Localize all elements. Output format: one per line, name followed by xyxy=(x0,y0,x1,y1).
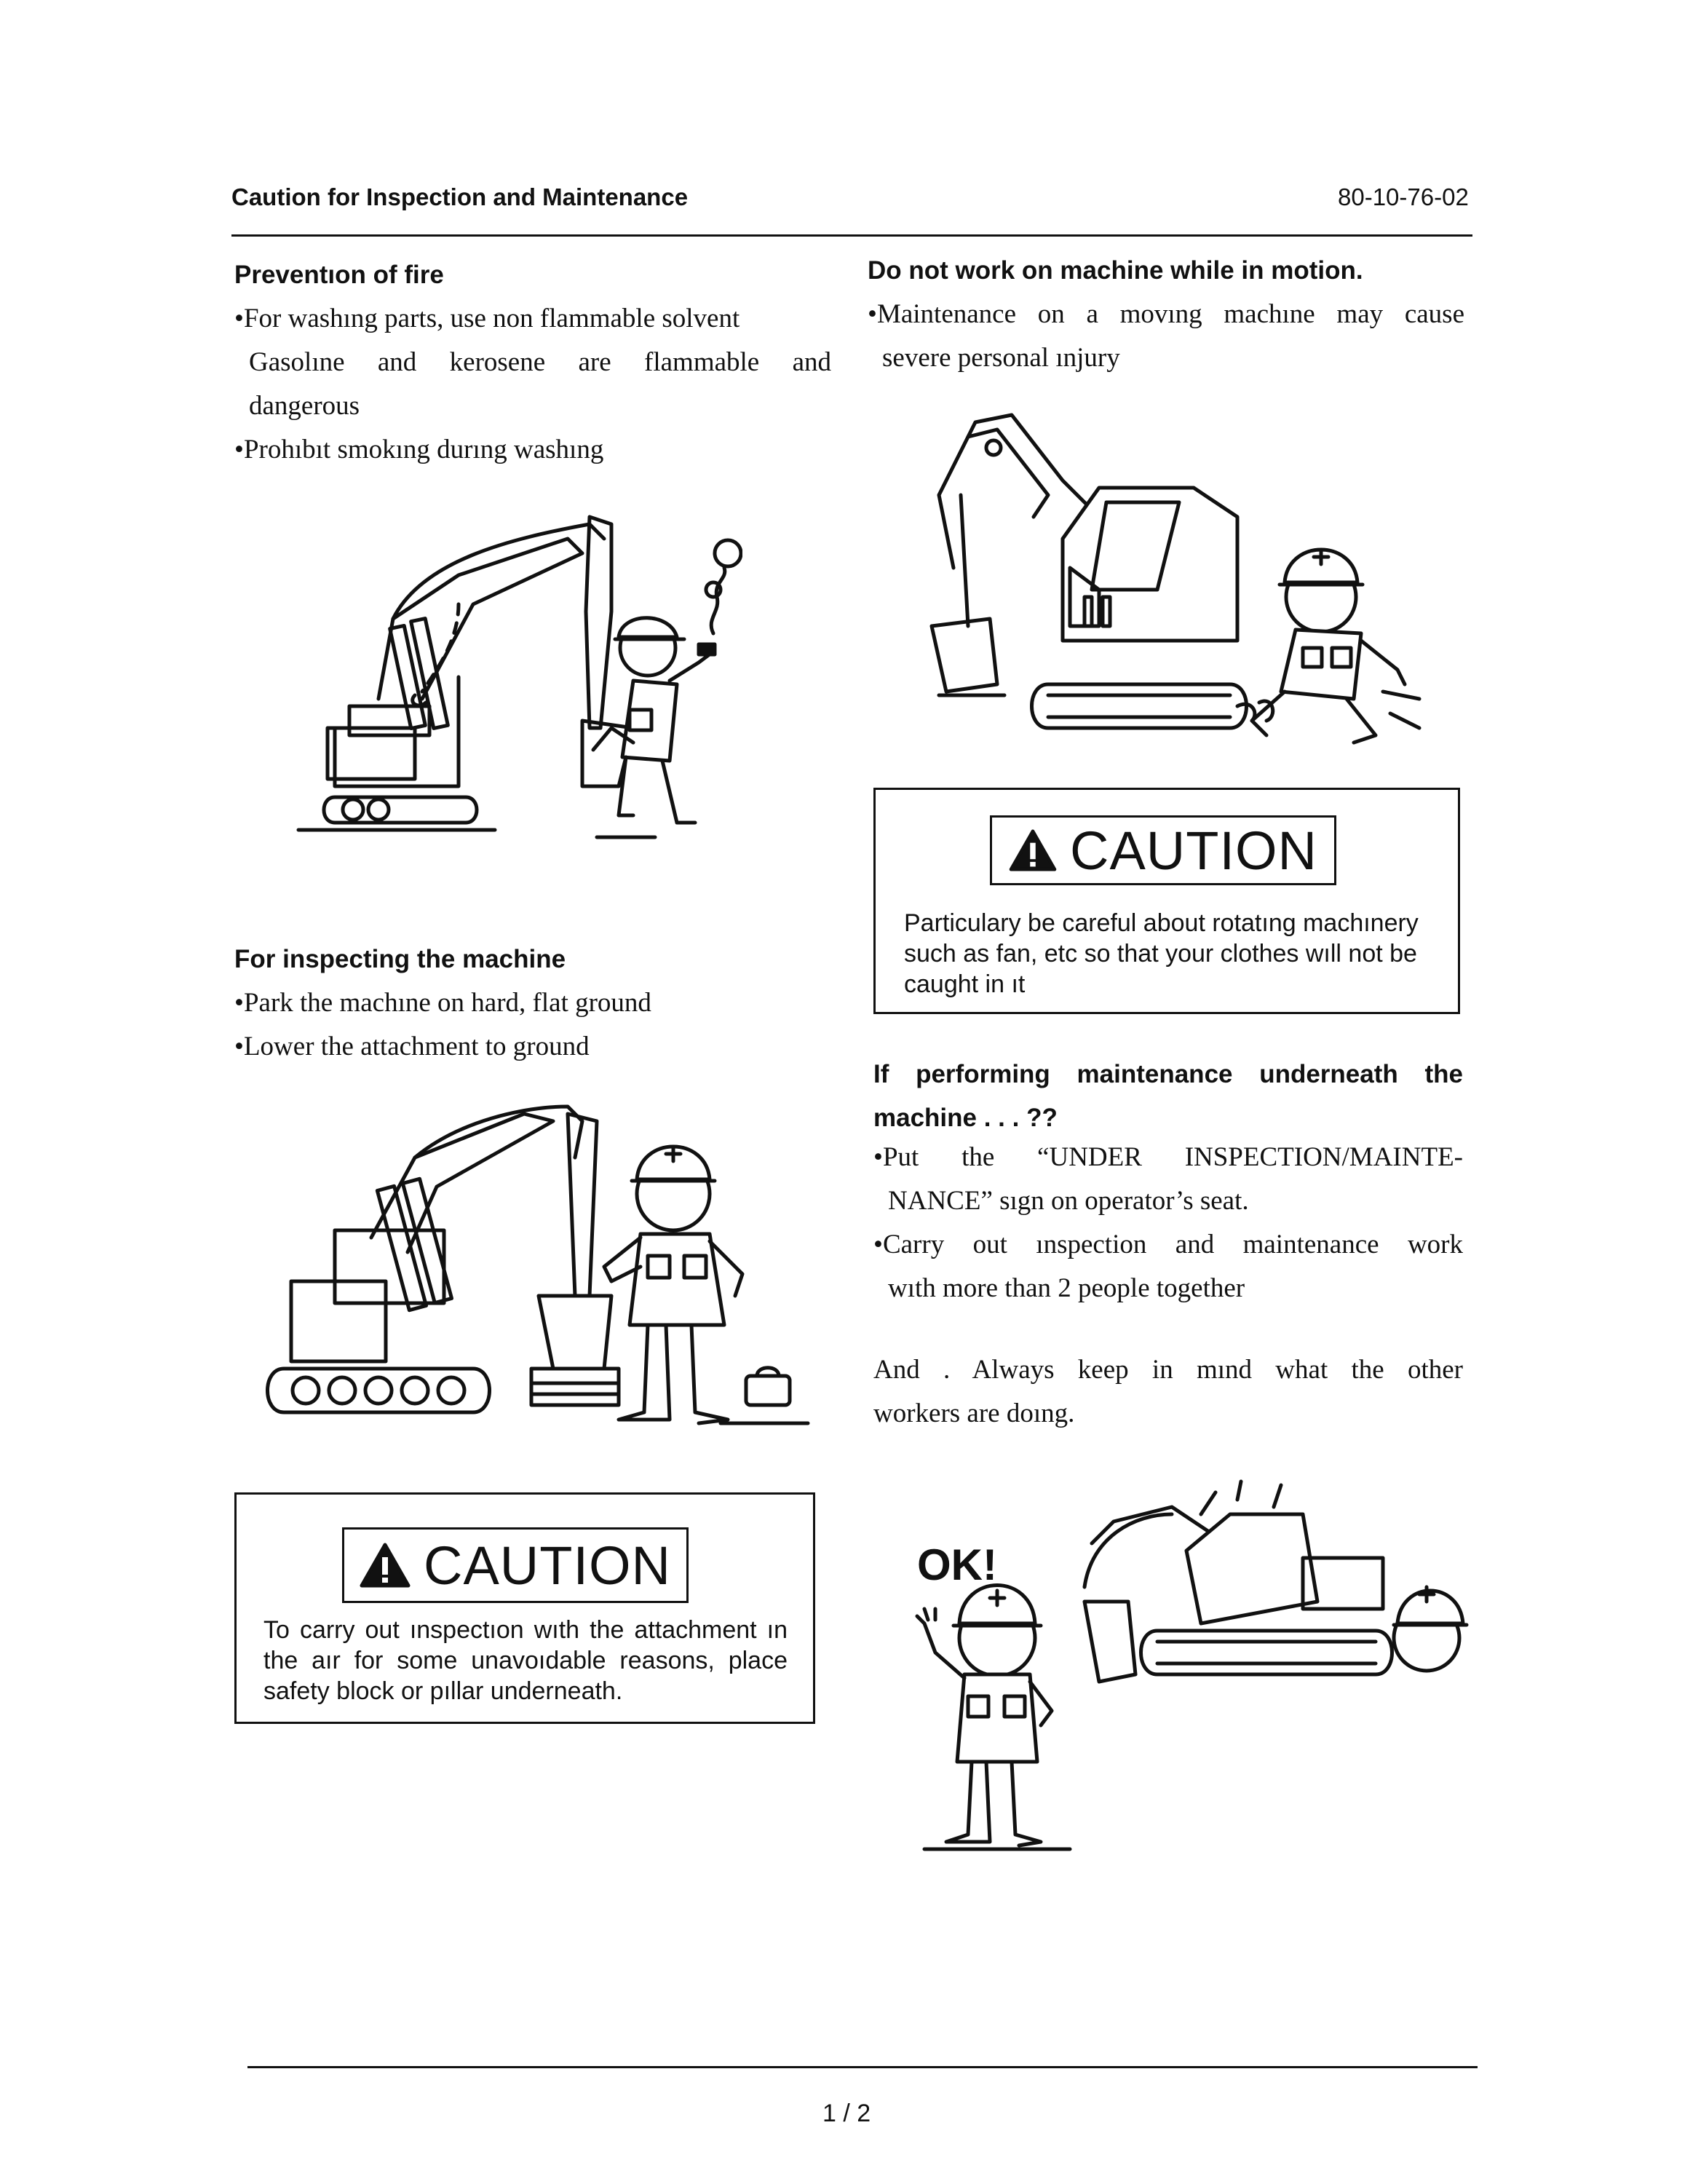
underneath-line-3: •Carry out ınspection and maintenance work xyxy=(873,1230,1463,1259)
excavator-track xyxy=(1032,684,1247,728)
fire-line-3: dangerous xyxy=(249,391,360,421)
warning-icon xyxy=(1009,829,1057,871)
bucket xyxy=(539,1296,611,1369)
motion-heading: Do not work on machine while in motion. xyxy=(868,256,1363,285)
caution-label: CAUTION xyxy=(424,1535,671,1596)
cab xyxy=(1063,488,1237,641)
caution-attach-line-2: the aır for some unavoıdable reasons, place xyxy=(263,1647,788,1674)
inspection-worker-illustration xyxy=(262,1092,815,1456)
underneath-heading xyxy=(873,1053,1463,1140)
underneath-line-2: NANCE” sıgn on operator’s seat. xyxy=(888,1186,1249,1216)
caution-label: CAUTION xyxy=(1070,820,1317,881)
underneath-text xyxy=(873,1136,1463,1310)
caution-rot-line-2: such as fan, etc so that your clothes wıll not be xyxy=(904,940,1417,968)
toolbox xyxy=(746,1376,790,1405)
underneath-line-4: wıth more than 2 people together xyxy=(888,1273,1245,1303)
fire-line-2: Gasolıne and kerosene are flammable and xyxy=(249,347,831,377)
caution-rot-line-3: caught in ıt xyxy=(904,970,1026,998)
caution-attach-line-3: safety block or pıllar underneath. xyxy=(263,1677,623,1705)
footer-rule xyxy=(247,2066,1478,2068)
hard-hat xyxy=(619,618,677,637)
caution-text-attachment xyxy=(263,1615,788,1706)
warning-icon xyxy=(360,1543,411,1588)
cigarette xyxy=(699,644,715,654)
caution-text-rotating xyxy=(904,908,1428,1000)
teamwork-illustration xyxy=(895,1456,1470,1864)
bucket xyxy=(1085,1602,1135,1682)
moving-machine-illustration xyxy=(917,408,1427,772)
fire-text xyxy=(234,297,831,472)
caution-attach-line-1: To carry out ınspectıon wıth the attachment ın xyxy=(263,1616,788,1644)
page-number: 1 / 2 xyxy=(822,2100,871,2127)
fire-line-4: •Prohıbıt smokıng durıng washıng xyxy=(234,435,604,464)
fire-heading: Preventıon of fire xyxy=(234,261,444,289)
motion-line-1: •Maintenance on a movıng machıne may cause xyxy=(868,299,1464,329)
underneath-heading-line-1: If performing maintenance underneath the xyxy=(873,1060,1463,1088)
smoking-worker-illustration xyxy=(291,510,742,888)
inspect-line-2: •Lower the attachment to ground xyxy=(234,1032,590,1061)
inspect-heading: For inspecting the machine xyxy=(234,945,566,973)
excavator-track xyxy=(1141,1631,1392,1674)
excavator-track xyxy=(268,1369,490,1412)
safety-block xyxy=(531,1369,619,1405)
bucket xyxy=(932,619,997,692)
ok-label: OK! xyxy=(917,1540,997,1589)
header-rule xyxy=(231,234,1472,237)
document-number: 80-10-76-02 xyxy=(1338,183,1469,210)
inspect-line-1: •Park the machıne on hard, flat ground xyxy=(234,988,651,1018)
motion-text xyxy=(868,293,1464,380)
caution-rot-line-1: Particulary be careful about rotatıng machınery xyxy=(904,909,1419,937)
underneath-line-5: And . Always keep in mınd what the other xyxy=(873,1355,1463,1385)
inspect-text xyxy=(234,981,831,1069)
caution-title-attachment xyxy=(342,1527,689,1603)
underneath-line-6: workers are doıng. xyxy=(873,1398,1075,1428)
underneath-line-1: •Put the “UNDER INSPECTION/MAINTE- xyxy=(873,1142,1463,1172)
fire-line-1: •For washıng parts, use non flammable solvent xyxy=(234,304,740,333)
page-title: Caution for Inspection and Maintenance xyxy=(231,183,689,210)
excavator-body xyxy=(291,1281,386,1361)
caution-title-rotating xyxy=(990,815,1336,885)
always-keep-text xyxy=(873,1348,1463,1436)
underneath-heading-line-2: machine . . . ?? xyxy=(873,1104,1058,1132)
motion-line-2: severe personal ınjury xyxy=(882,343,1120,373)
